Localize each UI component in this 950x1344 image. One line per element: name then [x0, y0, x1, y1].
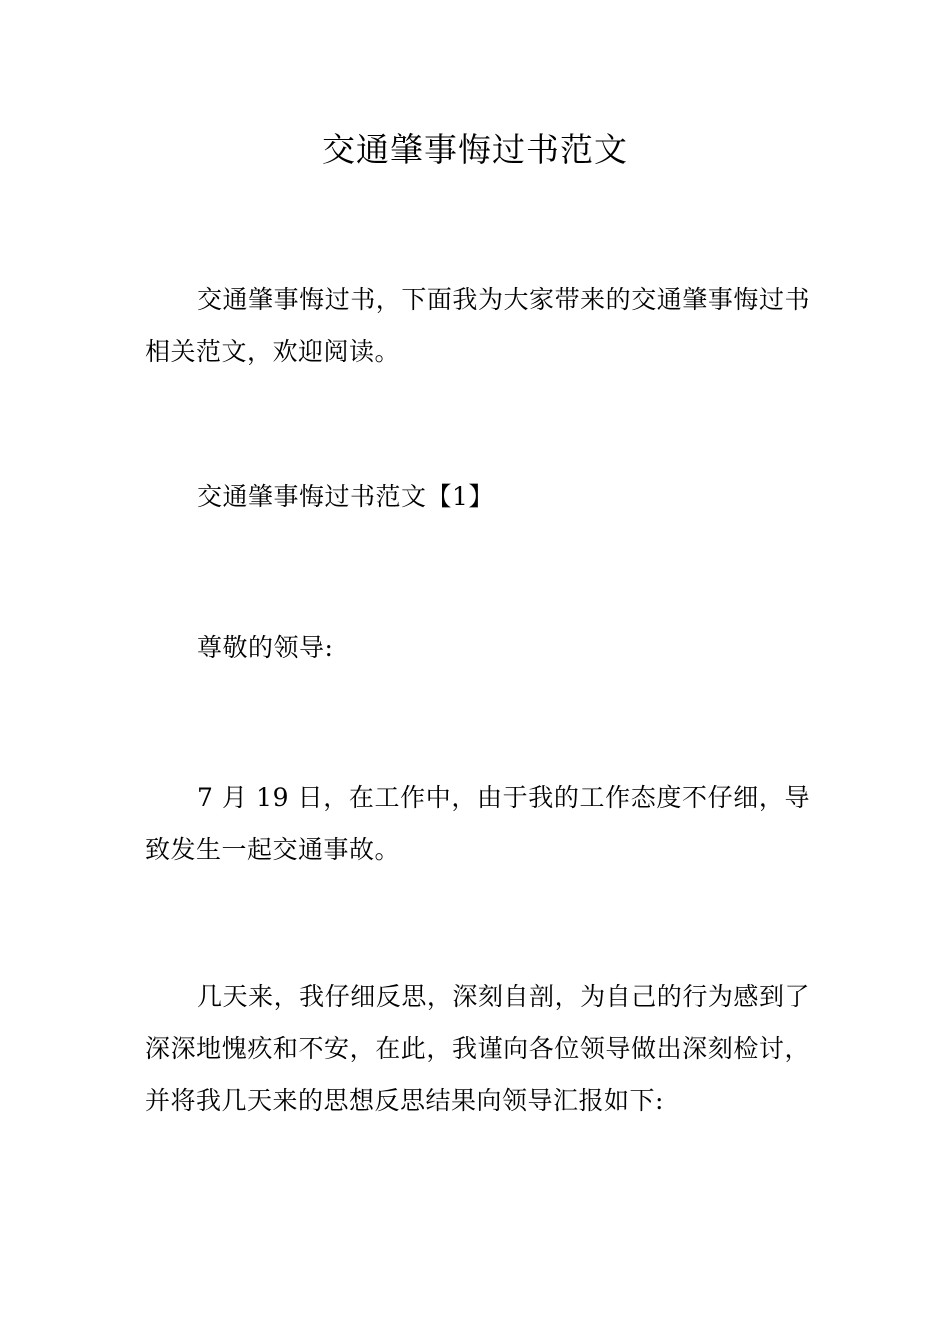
body-paragraph-1: 7 月 19 日，在工作中，由于我的工作态度不仔细，导致发生一起交通事故。: [145, 783, 810, 864]
section-heading: 交通肇事悔过书范文【1】: [197, 482, 494, 511]
intro-paragraph: 交通肇事悔过书，下面我为大家带来的交通肇事悔过书相关范文，欢迎阅读。: [145, 285, 810, 366]
salutation: 尊敬的领导:: [197, 633, 334, 662]
body-paragraph-2: 几天来，我仔细反思，深刻自剖，为自己的行为感到了深深地愧疚和不安，在此，我谨向各位领导做出深刻检讨，并将我几天来的思想反思结果向领导汇报如下:: [145, 982, 810, 1115]
document-title: 交通肇事悔过书范文: [322, 130, 628, 169]
